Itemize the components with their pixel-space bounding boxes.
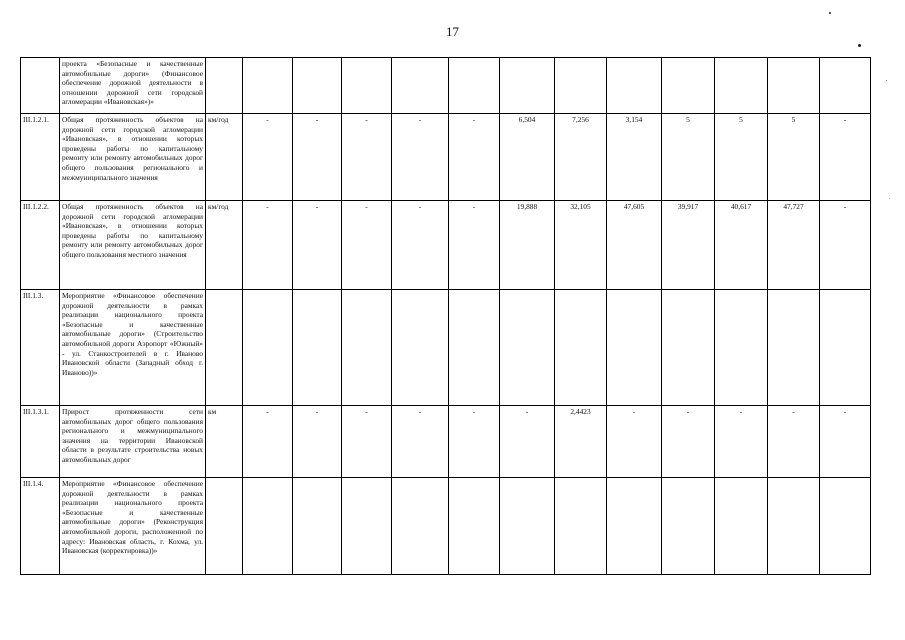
value-cell <box>449 478 500 575</box>
table-row <box>21 58 871 114</box>
row-number <box>21 58 60 114</box>
table-row <box>21 406 871 478</box>
value-cell: - <box>662 406 715 478</box>
value-cell <box>662 478 715 575</box>
value-cell <box>715 58 768 114</box>
value-cell <box>342 290 392 406</box>
value-cell <box>342 58 392 114</box>
value-cell: - <box>392 201 449 290</box>
value-cell <box>715 290 768 406</box>
value-cell: 32,105 <box>555 201 607 290</box>
value-cell: - <box>293 114 342 201</box>
value-cell: 7,256 <box>555 114 607 201</box>
unit-cell: км <box>206 406 243 478</box>
value-cell <box>662 58 715 114</box>
row-number: III.1.2.2. <box>21 201 60 290</box>
value-cell: - <box>449 201 500 290</box>
value-cell: 47,727 <box>768 201 820 290</box>
value-cell <box>293 478 342 575</box>
scan-speck <box>886 80 887 81</box>
page-number: 17 <box>446 24 459 39</box>
value-cell <box>715 478 768 575</box>
unit-cell <box>206 290 243 406</box>
value-cell: - <box>820 201 871 290</box>
value-cell: 5 <box>768 114 820 201</box>
value-cell <box>555 58 607 114</box>
unit-cell <box>206 58 243 114</box>
value-cell: - <box>293 406 342 478</box>
value-cell: 40,617 <box>715 201 768 290</box>
scan-speck <box>889 198 890 199</box>
value-cell: - <box>243 406 293 478</box>
value-cell <box>392 478 449 575</box>
value-cell: - <box>449 406 500 478</box>
value-cell <box>607 290 662 406</box>
value-cell: 5 <box>715 114 768 201</box>
value-cell <box>243 58 293 114</box>
value-cell <box>607 478 662 575</box>
value-cell <box>768 478 820 575</box>
indicator-name: Общая протяженность объектов на дорожной сети городской агломерации «Ивановская», в отношении которых проведены работы по капитальному ремонту или ремонту автомобильных дорог общего пользования регионального и межмуниципального значения <box>60 114 206 201</box>
indicator-name: проекта «Безопасные и качественные автомобильные дороги» (Финансовое обеспечение дорожной деятельности в отношении дорожной сети городской агломерации «Ивановская»)» <box>60 58 206 114</box>
table-row <box>21 114 871 201</box>
value-cell: - <box>392 114 449 201</box>
value-cell: 6,504 <box>500 114 555 201</box>
value-cell <box>768 58 820 114</box>
unit-cell <box>206 478 243 575</box>
value-cell: - <box>607 406 662 478</box>
row-number: III.1.3.1. <box>21 406 60 478</box>
indicator-name: Мероприятие «Финансовое обеспечение дорожной деятельности в рамках реализации национального проекта «Безопасные и качественные автомобильные дороги» (Строительство автомобильной дороги Аэропорт «Южный» - ул. Станкостроителей в г. Иваново Ивановской области (Западный обход г. Иваново))» <box>60 290 206 406</box>
value-cell <box>820 478 871 575</box>
scan-speck <box>858 44 861 47</box>
value-cell: - <box>243 114 293 201</box>
indicator-name: Общая протяженность объектов на дорожной сети городской агломерации «Ивановская», в отношении которых проведены работы по капитальному ремонту или ремонту автомобильных дорог общего пользования местного значения <box>60 201 206 290</box>
value-cell: - <box>342 406 392 478</box>
value-cell: - <box>342 114 392 201</box>
value-cell: 2,4423 <box>555 406 607 478</box>
table-row <box>21 290 871 406</box>
value-cell: - <box>342 201 392 290</box>
value-cell <box>500 290 555 406</box>
value-cell: - <box>820 406 871 478</box>
table-row <box>21 478 871 575</box>
value-cell <box>243 478 293 575</box>
value-cell <box>243 290 293 406</box>
row-number: III.1.2.1. <box>21 114 60 201</box>
row-number: III.1.3. <box>21 290 60 406</box>
scan-speck <box>829 12 831 14</box>
value-cell <box>555 478 607 575</box>
value-cell <box>392 58 449 114</box>
value-cell: - <box>392 406 449 478</box>
value-cell <box>820 290 871 406</box>
table-row <box>21 201 871 290</box>
value-cell <box>342 478 392 575</box>
value-cell <box>293 290 342 406</box>
value-cell <box>500 58 555 114</box>
value-cell: - <box>715 406 768 478</box>
value-cell <box>449 58 500 114</box>
value-cell <box>820 58 871 114</box>
indicator-name: Прирост протяженности сети автомобильных дорог общего пользования регионального и межмуниципального значения на территории Ивановской области в результате строительства новых автомобильных дорог <box>60 406 206 478</box>
value-cell: - <box>820 114 871 201</box>
value-cell: - <box>293 201 342 290</box>
value-cell: - <box>449 114 500 201</box>
value-cell: 39,917 <box>662 201 715 290</box>
indicators-table <box>20 57 871 575</box>
value-cell: 19,888 <box>500 201 555 290</box>
value-cell <box>555 290 607 406</box>
value-cell <box>768 290 820 406</box>
value-cell: - <box>500 406 555 478</box>
value-cell <box>449 290 500 406</box>
value-cell: - <box>768 406 820 478</box>
value-cell: 5 <box>662 114 715 201</box>
indicator-name: Мероприятие «Финансовое обеспечение дорожной деятельности в рамках реализации национального проекта «Безопасные и качественные автомобильные дороги» (Реконструкция автомобильной дороги, расположенной по адресу: Ивановская область, г. Кохма, ул. Ивановская (корректировка))» <box>60 478 206 575</box>
value-cell: 3,154 <box>607 114 662 201</box>
value-cell <box>293 58 342 114</box>
value-cell <box>392 290 449 406</box>
value-cell <box>607 58 662 114</box>
value-cell <box>662 290 715 406</box>
value-cell: - <box>243 201 293 290</box>
value-cell <box>500 478 555 575</box>
unit-cell: км/год <box>206 114 243 201</box>
unit-cell: км/год <box>206 201 243 290</box>
value-cell: 47,605 <box>607 201 662 290</box>
row-number: III.1.4. <box>21 478 60 575</box>
